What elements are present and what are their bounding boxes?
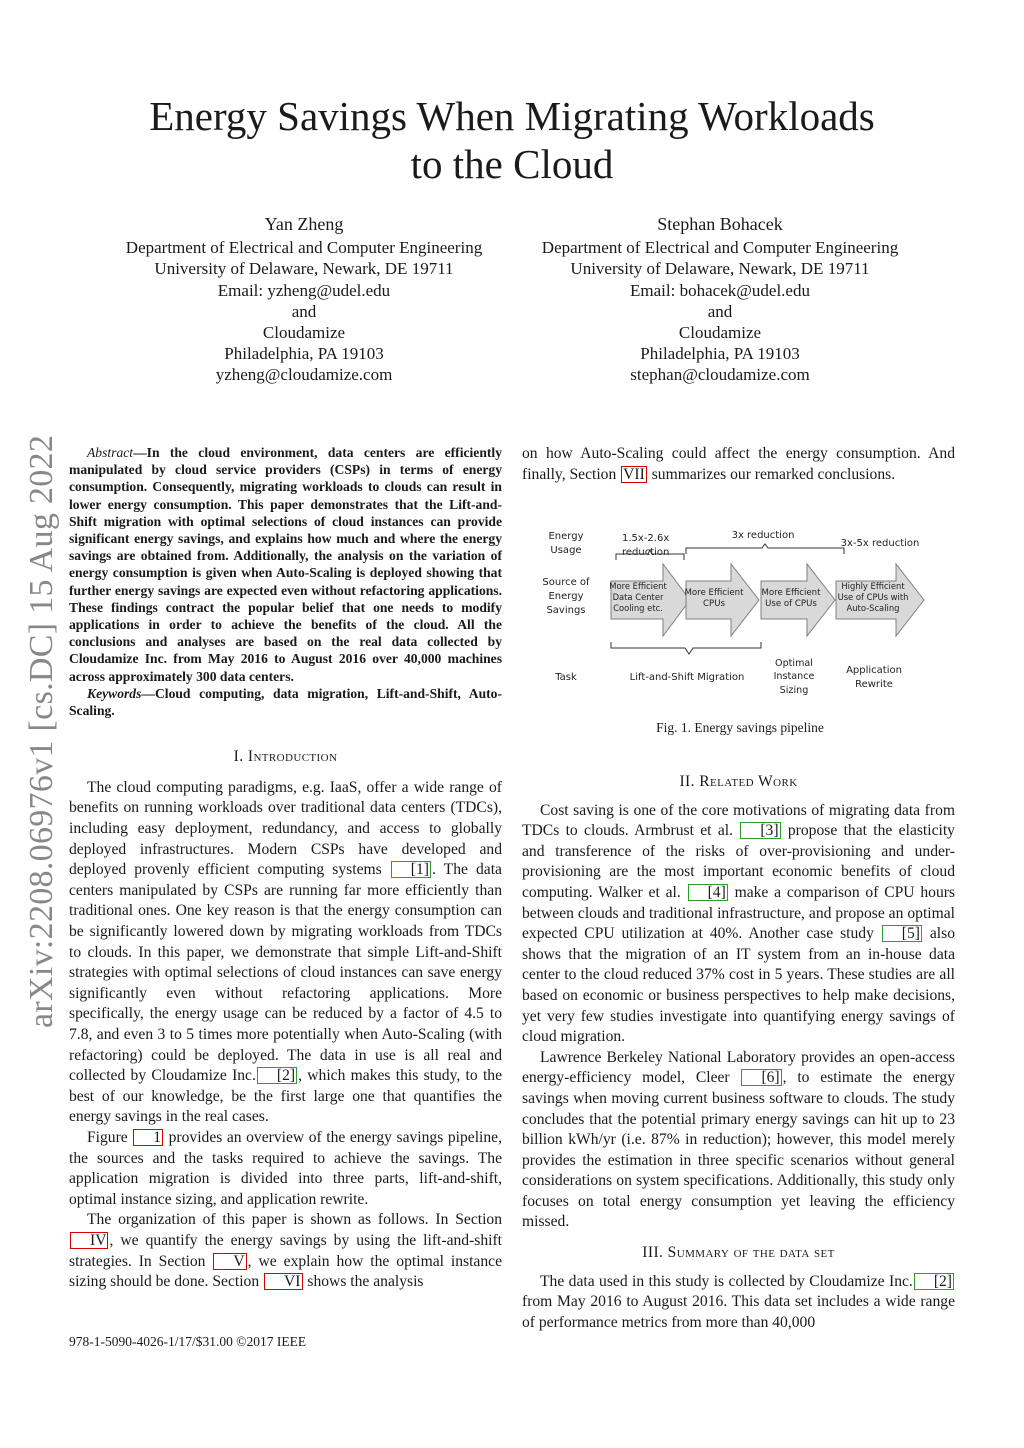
- author-univ: University of Delaware, Newark, DE 19711: [570, 259, 870, 279]
- task-sizing-2: Instance: [773, 671, 815, 682]
- copyright-footer: 978-1-5090-4026-1/17/$31.00 ©2017 IEEE: [69, 1334, 307, 1349]
- citation-link[interactable]: [6]: [741, 1069, 781, 1086]
- task-sizing-1: Optimal: [775, 658, 813, 669]
- section-title: Introduction: [247, 748, 338, 766]
- citation-link[interactable]: [3]: [740, 822, 780, 839]
- author-city: Philadelphia, PA 19103: [640, 344, 800, 364]
- arrow-3-line-1: More Efficient: [761, 588, 821, 598]
- section-link[interactable]: V: [213, 1253, 246, 1270]
- section-link[interactable]: VII: [623, 465, 645, 483]
- arrow-4-line-2: Use of CPUs with: [837, 592, 909, 602]
- data-set-paragraph-1: The data used in this study is collected by Cloudamize Inc. [2] from May 2016 to August 2016. This data set includes a wide range of performance metrics from more than 40,000: [522, 1272, 955, 1331]
- author-email: Email: yzheng@udel.edu: [217, 280, 391, 300]
- section-title: Summary of the data set: [667, 1244, 835, 1262]
- section-number: I.: [233, 748, 248, 766]
- section-link[interactable]: VI: [264, 1273, 302, 1290]
- author-org: Cloudamize: [678, 323, 762, 343]
- label-source-2: Energy: [548, 591, 584, 602]
- arrow-4-line-3: Auto-Scaling: [846, 603, 900, 613]
- abstract-text: —In the cloud environment, data centers are efficiently manipulated by cloud service providers (CSPs) in terms of energy consumption. Consequently, migrating workloads to clouds can result in lower energy consumption. This paper demonstrates that the Lift-and-Shift migration with optimal selections of cloud instances can provide significant energy savings, and explains how much and where the energy savings are obtained from. Additionally, the analysis on the variation of energy consumption is given when Auto-Scaling is deployed showing that further energy savings are expected even without refactoring applications. These findings contract the popular belief that one needs to modify applications in order to achieve the benefits of the cloud. All the conclusions and analyses are based on the real data collected by Cloudamize Inc. from May 2016 to August 2016 over 40,000 machines across approximately 300 data centers.: [69, 445, 502, 684]
- author-city: Philadelphia, PA 19103: [224, 344, 384, 364]
- label-source-3: Savings: [546, 605, 586, 616]
- right-column-top: [522, 444, 955, 485]
- section-heading-introduction: [69, 747, 502, 768]
- section-link[interactable]: IV: [70, 1232, 108, 1249]
- citation-link[interactable]: [5]: [882, 925, 922, 942]
- citation-link[interactable]: [4]: [688, 884, 728, 901]
- label-energy-usage-2: Usage: [550, 545, 582, 556]
- author-block-2: [500, 214, 940, 386]
- section-number: II.: [679, 773, 700, 790]
- abstract: [69, 444, 502, 719]
- bracket-top-2: [686, 544, 844, 554]
- section-heading-data-set: [522, 1243, 955, 1264]
- related-work-paragraph-2: Lawrence Berkeley National Laboratory provides an open-access energy-efficiency model, Cleer [6] , to estimate the energy savings when moving current business software to clouds. The study concludes that the potential primary energy savings can hit up to 23 billion kWh/yr (i.e. 87% in reduction); however, this model merely provides the estimation in three specific scenarios without general considerations on system specifications. Additionally, this study only focuses on total energy consumption yet leaving the efficiency missed.: [522, 1048, 955, 1231]
- author-name: Yan Zheng: [264, 214, 344, 234]
- paper-title: [0, 92, 1024, 188]
- section-number: III.: [642, 1244, 668, 1262]
- section-title: Related Work: [699, 773, 798, 790]
- author-email: Email: bohacek@udel.edu: [630, 280, 810, 300]
- reduction-label-1b: reduction: [622, 547, 670, 558]
- reduction-label-1a: 1.5x-2.6x: [622, 533, 670, 544]
- arrow-3-line-2: Use of CPUs: [765, 599, 817, 609]
- bracket-bottom: [611, 642, 761, 654]
- arrow-1-line-1: More Efficient: [609, 581, 667, 591]
- abstract-label: Abstract: [87, 445, 134, 460]
- author-email-2: yzheng@cloudamize.com: [215, 365, 393, 385]
- intro-paragraph-3: The organization of this paper is shown as follows. In Section IV , we quantify the energy savings by using the lift-and-shift strategies. In Section V , we explain how the optimal instance sizing should be done. Section VI shows the analysis: [69, 1211, 502, 1291]
- arrow-1-line-3: Cooling etc.: [613, 603, 663, 613]
- label-task: Task: [555, 672, 577, 683]
- author-dept: Department of Electrical and Computer Engineering: [541, 238, 899, 258]
- author-email-2: stephan@cloudamize.com: [630, 365, 810, 385]
- reduction-label-3: 3x-5x reduction: [840, 538, 920, 549]
- arrow-4-line-1: Highly Efficient: [841, 581, 905, 591]
- citation-link[interactable]: [2]: [257, 1067, 297, 1084]
- related-work-paragraph-1: Cost saving is one of the core motivations of migrating data from TDCs to clouds. Armbrust et al. [3] propose that the elasticity and transference of the risks of over-provisioning and under-provisioning are the most important economic benefits of cloud computing. Walker et al. [4] make a comparison of CPU hours between clouds and traditional infrastructure, and propose an optimal expected CPU utilization at 40%. Another case study [5] also shows that the migration of an IT system from an in-house data center to the cloud reduced 37% cost in 5 years. These studies are all based on economic or business perspectives to help make decisions, yet very few studies investigate into quantifying energy savings of cloud migration.: [522, 801, 956, 1046]
- author-block-1: [84, 214, 524, 386]
- section-heading-related-work: [522, 772, 955, 793]
- energy-pipeline-figure: [525, 518, 957, 708]
- intro-paragraph-1: The cloud computing paradigms, e.g. IaaS, offer a wide range of benefits on running workloads over traditional data centers (TDCs), including easy deployment, redundancy, and access to globally deployed infrastructures. Modern CSPs have developed and deployed provenly efficient computing systems [1] . The data centers manipulated by CSPs are running far more efficiently than traditional ones. One key reason is that the energy consumption can be significantly lowered down by migrating workloads from TDCs to clouds. In this paper, we demonstrate that simple Lift-and-Shift strategies with optimal selections of cloud instances can save energy significantly even without refactoring applications. More specifically, the energy usage can be reduced by a factor of 4.5 to 7.8, and even 3 to 5 times more potentially when Auto-Scaling (with refactoring) could be deployed. The data in use is all real and collected by Cloudamize Inc. [2] , which makes this study, to the best of our knowledge, be the first large one that quantifies the energy savings in the real cases.: [69, 778, 503, 1126]
- citation-link[interactable]: [1]: [391, 861, 431, 878]
- citation-link[interactable]: [2]: [914, 1273, 954, 1290]
- task-sizing-3: Sizing: [779, 685, 809, 696]
- arrow-1-line-2: Data Center: [612, 592, 664, 602]
- figure-link[interactable]: 1: [133, 1129, 163, 1146]
- arrow-2-line-2: CPUs: [703, 599, 725, 609]
- title-line-2: to the Cloud: [410, 141, 614, 187]
- right-column-bottom: [522, 772, 955, 1333]
- figure-caption: Fig. 1. Energy savings pipeline: [656, 720, 824, 735]
- author-and: and: [707, 301, 733, 321]
- label-energy-usage-1: Energy: [548, 531, 584, 542]
- task-rewrite-1: Application: [846, 665, 902, 676]
- arxiv-identifier: arXiv:2208.06976v1 [cs.DC] 15 Aug 2022: [23, 434, 60, 1028]
- left-column: [69, 444, 502, 1293]
- author-and: and: [291, 301, 317, 321]
- author-dept: Department of Electrical and Computer Engineering: [125, 238, 483, 258]
- label-source-1: Source of: [542, 577, 590, 588]
- task-rewrite-2: Rewrite: [855, 679, 893, 690]
- task-lift-and-shift: Lift-and-Shift Migration: [629, 672, 745, 683]
- author-univ: University of Delaware, Newark, DE 19711: [154, 259, 454, 279]
- author-name: Stephan Bohacek: [657, 214, 783, 234]
- title-line-1: Energy Savings When Migrating Workloads: [149, 93, 875, 139]
- author-org: Cloudamize: [262, 323, 346, 343]
- arrow-2-line-1: More Efficient: [684, 588, 744, 598]
- keywords-text: —Cloud computing, data migration, Lift-and-Shift, Auto-Scaling.: [69, 685, 502, 719]
- intro-continued-paragraph: on how Auto-Scaling could affect the energy consumption. And finally, Section VII summarizes our remarked conclusions.: [522, 445, 955, 483]
- keywords-label: Keywords: [87, 685, 142, 701]
- reduction-label-2: 3x reduction: [731, 530, 795, 541]
- intro-paragraph-2: Figure 1 provides an overview of the energy savings pipeline, the sources and the tasks required to achieve the savings. The application migration is divided into three parts, lift-and-shift, optimal instance sizing, and application rewrite.: [69, 1128, 502, 1208]
